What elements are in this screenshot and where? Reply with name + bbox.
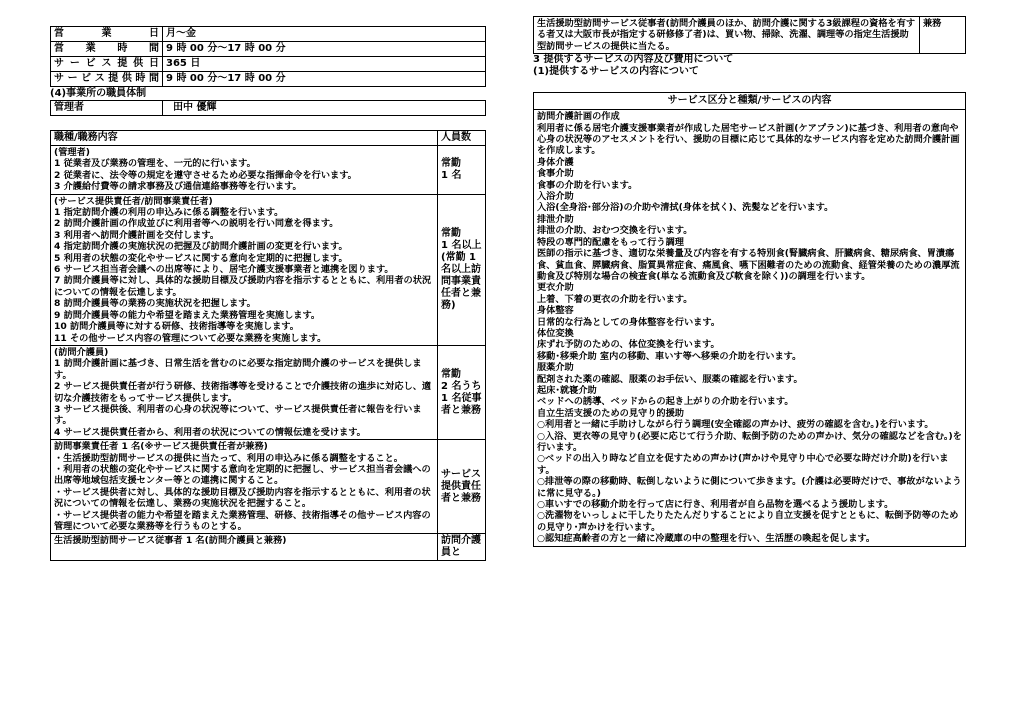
service-line: 食事の介助を行います。 bbox=[537, 179, 638, 191]
manager-name: 田中 優輝 bbox=[163, 101, 486, 116]
duty-line: 3 サービス提供後、利用者の心身の状況等について、サービス提供責任者に報告を行います。 bbox=[54, 403, 422, 427]
right-column bbox=[533, 0, 966, 547]
service-line: ○車いすでの移動介助を行って店に行き、利用者が自ら品物を選べるよう援助します。 bbox=[537, 499, 894, 511]
duty-line: (管理者) bbox=[54, 147, 90, 158]
business-label: 営 業 日 bbox=[51, 27, 163, 42]
service-line: 食事介助 bbox=[537, 168, 574, 180]
service-line: 特段の専門的配慮をもって行う調理 bbox=[537, 236, 684, 248]
duty-line: 5 利用者の状態の変化やサービスに関する意向を定期的に把握します。 bbox=[54, 252, 348, 264]
business-row bbox=[51, 57, 486, 72]
business-label: サービス提供時間 bbox=[51, 72, 163, 87]
service-line: 服薬介助 bbox=[537, 362, 574, 374]
staff-row bbox=[51, 345, 486, 439]
business-value: 9 時 00 分～17 時 00 分 bbox=[163, 42, 486, 57]
duty-line: 3 利用者へ訪問介護計画を交付します。 bbox=[54, 229, 220, 241]
service-worker-description: 生活援助型訪問サービス従事者(訪問介護員のほか、訪問介護に関する3級課程の資格を有する者又は大阪市長が指定する研修修了者)は、買い物、掃除、洗濯、調理等の指定生活援助型訪問サービスの提供に当たる。 bbox=[534, 17, 920, 54]
staff-duties bbox=[51, 194, 438, 345]
service-line: 体位変換 bbox=[537, 327, 574, 339]
duty-line: 7 訪問介護員等に対し、具体的な援助目標及び援助内容を指示するとともに、利用者の状況についての情報を伝達します。 bbox=[54, 275, 432, 298]
duty-line: 9 訪問介護員等の能力や希望を踏まえた業務管理を実施します。 bbox=[54, 309, 321, 321]
service-worker-table bbox=[533, 16, 966, 54]
manager-table bbox=[50, 100, 486, 116]
service-line: ベッドへの誘導、ベッドからの起き上がりの介助を行います。 bbox=[537, 396, 794, 408]
service-line: ○排泄等の際の移動時、転倒しないように側について歩きます。(介護は必要時だけで、事故がないように常に見守る。) bbox=[537, 476, 962, 499]
duty-line: ・サービス提供者に対し、具体的な援助目標及び援助内容を指示するとともに、利用者の状況についての情報を伝達し、業務の実施状況を把握すること。 bbox=[54, 486, 431, 510]
service-line: 更衣介助 bbox=[537, 282, 574, 294]
staff-count: 常勤 1 名 bbox=[438, 146, 486, 195]
service-line: 利用者に係る居宅介護支援事業者が作成した居宅サービス計画(ケアプラン)に基づき、利用者の意向や心身の状況等のアセスメントを行い、援助の目標に応じて具体的なサービス内容を定めた訪問介護計画を作成します。 bbox=[537, 122, 960, 157]
left-column bbox=[50, 0, 486, 561]
business-value: 9 時 00 分～17 時 00 分 bbox=[163, 72, 486, 87]
duty-line: 2 訪問介護計画の作成並びに利用者等への説明を行い同意を得ます。 bbox=[54, 218, 339, 230]
staff-count: 常勤 1 名以上 (常勤 1 名以上訪問事業責任者と兼務) bbox=[438, 194, 486, 345]
duty-line: ・サービス提供者の能力や希望を踏まえた業務管理、研修、技術指導その他サービス内容の管理について必要な業務等を行うものとする。 bbox=[54, 509, 431, 532]
service-line: 移動･移乗介助 室内の移動、車いす等へ移乗の介助を行います。 bbox=[537, 350, 802, 362]
duty-line: (訪問介護員) bbox=[54, 346, 109, 358]
service-line: 身体整容 bbox=[537, 305, 574, 317]
manager-label: 管理者 bbox=[51, 101, 163, 116]
staff-col-header: 職種/職務内容 bbox=[51, 131, 438, 146]
staff-count: 訪問介護員と bbox=[438, 534, 486, 561]
duty-line: 1 訪問介護計画に基づき、日常生活を営むのに必要な指定訪問介護のサービスを提供します。 bbox=[54, 358, 422, 381]
duty-line: 1 指定訪問介護の利用の申込みに係る調整を行います。 bbox=[54, 207, 284, 219]
business-row bbox=[51, 42, 486, 57]
business-value: 月～金 bbox=[163, 27, 486, 42]
service-line: 上着、下着の更衣の介助を行います。 bbox=[537, 293, 693, 305]
duty-line: ・利用者の状態の変化やサービスに関する意向を定期的に把握し、サービス担当者会議への出席等地域包括支援センター等との連携に関すること。 bbox=[54, 463, 431, 487]
duty-line: 生活援助型訪問サービス従事者 1 名(訪問介護員と兼務) bbox=[54, 535, 287, 547]
business-value: 365 日 bbox=[163, 57, 486, 72]
duty-line: 6 サービス担当者会議への出席等により、居宅介護支援事業者と連携を図ります。 bbox=[54, 264, 394, 276]
section-3-subheading: (1)提供するサービスの内容について bbox=[533, 66, 699, 78]
service-line: ○ベッドの出入り時など自立を促すための声かけ(声かけや見守り中心で必要な時だけ介助)を行います。 bbox=[537, 453, 949, 476]
business-hours-table bbox=[50, 26, 486, 87]
duty-line: 4 サービス提供責任者から、利用者の状況についての情報伝達を受けます。 bbox=[54, 426, 366, 438]
staff-row bbox=[51, 440, 486, 534]
staff-row bbox=[51, 194, 486, 345]
service-line: 入浴(全身浴･部分浴)の介助や清拭(身体を拭く)、洗髪などを行います。 bbox=[537, 202, 834, 214]
business-row bbox=[51, 27, 486, 42]
business-row bbox=[51, 72, 486, 87]
service-table-header: サービス区分と種類/サービスの内容 bbox=[534, 93, 966, 110]
service-line: 排泄介助 bbox=[537, 213, 574, 225]
service-worker-count: 兼務 bbox=[920, 17, 966, 54]
service-line: 医師の指示に基づき、適切な栄養量及び内容を有する特別食(腎臓病食、肝臓病食、糖尿病食、胃潰瘍食、貧血食、膵臓病食、脂質異常症食、痛風食、嚥下困難者のための流動食、経管栄養のための濃厚流動食及び特別な場合の検査食(単なる流動食及び軟食を除く))の調理を行います。 bbox=[537, 248, 960, 282]
duty-line: 11 その他サービス内容の管理について必要な業務を実施します。 bbox=[54, 332, 327, 344]
service-content-table bbox=[533, 92, 966, 546]
staff-count: 常勤 2 名うち 1 名従事者と兼務 bbox=[438, 345, 486, 439]
duty-line: 1 従業者及び業務の管理を、一元的に行います。 bbox=[54, 158, 256, 170]
duty-line: 2 従業者に、法令等の規定を遵守させるため必要な指揮命令を行います。 bbox=[54, 169, 357, 181]
service-line: 床ずれ予防のための、体位変換を行います。 bbox=[537, 339, 720, 351]
duty-line: 2 サービス提供責任者が行う研修、技術指導等を受けることで介護技術の進歩に対応し、適切な介護技術をもってサービス提供します。 bbox=[54, 381, 432, 404]
service-line: 日常的な行為としての身体整容を行います。 bbox=[537, 316, 721, 328]
service-line: ○認知症高齢者の方と一緒に冷蔵庫の中の整理を行い、生活歴の喚起を促します。 bbox=[537, 533, 876, 545]
section-3-heading: 3 提供するサービスの内容及び費用について bbox=[533, 54, 734, 66]
duty-line: (サービス提供責任者/訪問事業責任者) bbox=[54, 195, 213, 207]
service-content-cell bbox=[534, 110, 966, 546]
staff-duties bbox=[51, 534, 438, 561]
staff-duties bbox=[51, 440, 438, 534]
service-line: 入浴介助 bbox=[537, 191, 574, 203]
duty-line: 訪問事業責任者 1 名(※サービス提供責任者が兼務) bbox=[54, 441, 268, 453]
business-label: 営 業 時 間 bbox=[51, 42, 163, 57]
service-line: 排泄の介助、おむつ交換を行います。 bbox=[537, 225, 693, 237]
service-line: ○洗濯物をいっしょに干したりたたんだりすることにより自立支援を促すとともに、転倒予防等のための見守り･声かけを行います。 bbox=[537, 510, 959, 533]
business-label: サービス提供日 bbox=[51, 57, 163, 72]
service-line: 起床･就寝介助 bbox=[537, 384, 597, 396]
service-line: 配剤された薬の確認、服薬のお手伝い、服薬の確認を行います。 bbox=[537, 373, 803, 385]
count-col-header: 人員数 bbox=[438, 131, 486, 146]
duty-line: ・生活援助型訪問サービスの提供に当たって、利用の申込みに係る調整をすること。 bbox=[54, 452, 403, 464]
staff-table bbox=[50, 130, 486, 561]
staff-row bbox=[51, 146, 486, 195]
service-line: 身体介護 bbox=[537, 156, 574, 168]
service-line: ○利用者と一緒に手助けしながら行う調理(安全確認の声かけ、疲労の確認を含む。)を行います。 bbox=[537, 419, 934, 431]
staff-count: サービス提供責任者と兼務 bbox=[438, 440, 486, 534]
staff-duties bbox=[51, 146, 438, 195]
staff-row bbox=[51, 534, 486, 561]
service-line: 訪問介護計画の作成 bbox=[537, 111, 620, 123]
service-line: ○入浴、更衣等の見守り(必要に応じて行う介助、転倒予防のための声かけ、気分の確認などを含む。)を行います。 bbox=[537, 430, 962, 453]
staff-section-heading: (4)事業所の職員体制 bbox=[50, 88, 147, 99]
duty-line: 3 介護給付費等の請求事務及び通信連絡事務等を行います。 bbox=[54, 181, 302, 193]
staff-duties bbox=[51, 345, 438, 439]
service-line: 自立生活支援のための見守り的援助 bbox=[537, 407, 684, 419]
duty-line: 8 訪問介護員等の業務の実施状況を把握します。 bbox=[54, 298, 256, 310]
duty-line: 4 指定訪問介護の実施状況の把握及び訪問介護計画の変更を行います。 bbox=[54, 241, 348, 253]
duty-line: 10 訪問介護員等に対する研修、技術指導等を実施します。 bbox=[54, 321, 299, 333]
